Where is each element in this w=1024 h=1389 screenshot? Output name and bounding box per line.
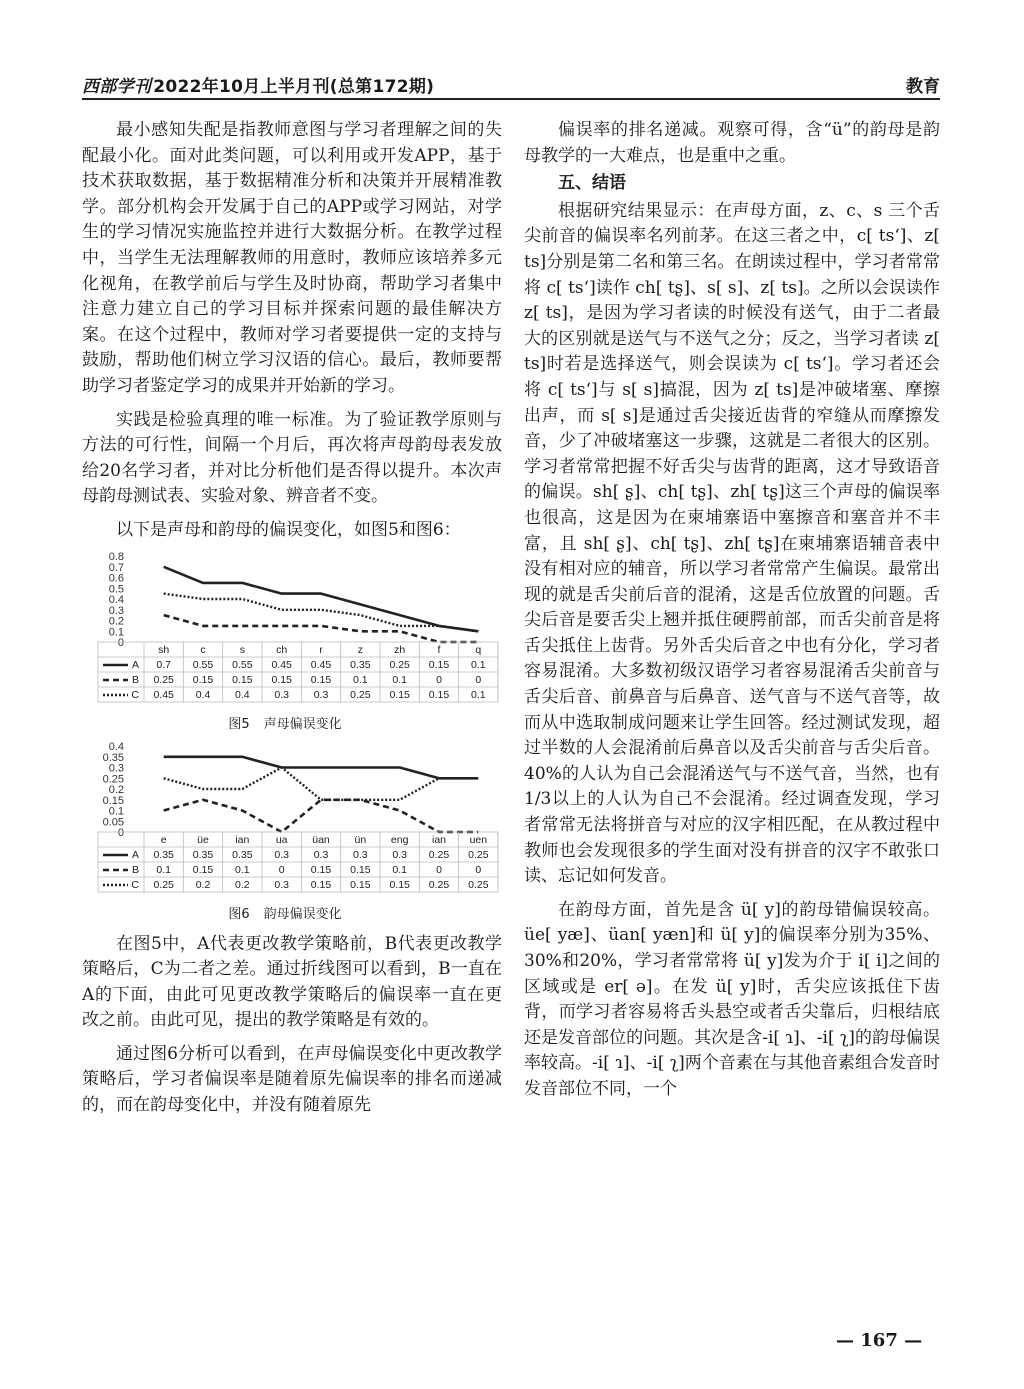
- y-tick-label: 0.1: [108, 625, 124, 638]
- category-label: z: [357, 643, 363, 656]
- figure-title: 韵母偏误变化: [263, 906, 342, 922]
- figure-number: 图5: [228, 716, 250, 732]
- data-label: 0.15: [310, 878, 332, 891]
- data-label: 0.1: [156, 863, 171, 876]
- legend-label: C: [131, 878, 139, 891]
- category-label: eng: [390, 833, 409, 846]
- data-label: 0.15: [389, 688, 410, 701]
- data-label: 0.1: [392, 863, 407, 876]
- data-label: 0.15: [232, 673, 253, 686]
- paragraph: 偏误率的排名递减。观察可得，含“ü”的韵母是韵母教学的一大难点，也是重中之重。: [524, 120, 940, 166]
- y-tick-label: 0.7: [108, 561, 124, 574]
- y-tick-label: 0.05: [102, 815, 124, 828]
- category-label: üan: [312, 833, 330, 846]
- data-label: 0.2: [195, 878, 211, 891]
- paragraph: 实践是检验真理的唯一标准。为了验证教学原则与方法的可行性，间隔一个月后，再次将声母韵母表发放给20名学习者，并对比分析他们是否得以提升。本次声母韵母测试表、实验对象、辨音者不变。: [82, 409, 502, 507]
- left-column: [82, 118, 502, 1119]
- legend-label: A: [131, 658, 139, 671]
- data-label: 0.25: [428, 878, 450, 891]
- data-label: 0.1: [235, 863, 250, 876]
- category-label: ian: [431, 833, 447, 846]
- data-label: 0.15: [389, 878, 410, 891]
- data-label: 0.3: [313, 688, 329, 701]
- data-label: 0.15: [428, 688, 450, 701]
- figure-6: [82, 740, 502, 924]
- y-tick-label: 0.4: [108, 740, 124, 753]
- data-label: 0.15: [310, 863, 332, 876]
- category-label: e: [160, 833, 167, 846]
- data-label: 0.55: [232, 658, 253, 671]
- data-label: 0.35: [153, 848, 174, 861]
- category-label: ian: [235, 833, 250, 846]
- figure-number: 图6: [228, 906, 250, 922]
- data-label: 0.25: [350, 688, 371, 701]
- y-tick-label: 0.35: [102, 751, 124, 764]
- y-tick-label: 0.25: [102, 772, 124, 785]
- data-label: 0: [436, 673, 442, 686]
- data-label: 0.3: [353, 848, 368, 861]
- series-line-C: [164, 593, 479, 631]
- data-label: 0.15: [310, 673, 332, 686]
- figure-5: [82, 550, 502, 734]
- chart-figure-5: [82, 550, 502, 710]
- paragraph: 在图5中，A代表更改教学策略前，B代表更改教学策略后，C为二者之差。通过折线图可以看到，B一直在A的下面，由此可见更改教学策略后的偏误率一直在更改之前。由此可见，提出的教学策略是有效的。: [82, 933, 502, 1031]
- category-label: ua: [275, 833, 288, 846]
- data-label: 0.25: [153, 673, 174, 686]
- data-label: 0.35: [192, 848, 214, 861]
- legend-label: A: [131, 848, 139, 861]
- data-label: 0: [475, 673, 482, 686]
- legend-label: B: [131, 673, 139, 686]
- category-label: ün: [354, 833, 367, 846]
- data-label: 0.25: [389, 658, 410, 671]
- category-label: f: [437, 643, 441, 656]
- series-line-A: [164, 756, 479, 778]
- y-tick-label: 0.15: [102, 794, 124, 807]
- y-tick-label: 0.1: [108, 805, 124, 817]
- data-label: 0.1: [471, 658, 486, 671]
- data-label: 0.15: [428, 658, 450, 671]
- paragraph: 最小感知失配是指教师意图与学习者理解之间的失配最小化。面对此类问题，可以利用或开发APP，基于技术获取数据，基于数据精准分析和决策并开展精准教学。部分机构会开发属于自己的APP或学习网站，对学生的学习情况实施监控并进行大数据分析。在教学过程中，当学生无法理解教师的用意时，教师应该培养多元化视角，在教学前后与学生及时协商，帮助学习者集中注意力建立自己的学习目标并探索问题的最佳解决方案。在这个过程中，教师对学习者要提供一定的支持与鼓励，帮助他们树立学习汉语的信心。最后，教师要帮助学习者鉴定学习的成果并开始新的学习。: [82, 120, 502, 396]
- data-label: 0.3: [392, 848, 407, 861]
- data-label: 0.15: [350, 863, 371, 876]
- data-label: 0.15: [192, 673, 214, 686]
- y-tick-label: 0.8: [108, 550, 124, 563]
- data-label: 0.55: [192, 658, 214, 671]
- y-tick-label: 0.3: [108, 762, 124, 774]
- data-label: 0: [436, 863, 442, 876]
- data-label: 0.35: [232, 848, 253, 861]
- paragraph: 通过图6分析可以看到，在声母偏误变化中更改教学策略后，学习者偏误率是随着原先偏误率的排名而递减的，而在韵母变化中，并没有随着原先: [82, 1043, 502, 1116]
- category-label: q: [475, 643, 482, 656]
- figure-caption: [82, 906, 502, 924]
- paragraph: 根据研究结果显示：在声母方面，z、c、s 三个舌尖前音的偏误率名列前茅。在这三者之中，c[ tsʻ]、z[ ts]分别是第二名和第三名。在朗读过程中，学习者常常将 c[ tsʻ]读作 ch[ tʂ]、s[ s]、z[ ts]。之所以会误读作 z[ ts]，是因为学习者读的时候没有送气，由于二者最大的区别就是送气与不送气之分；反之，当学习者读 z[ ts]时若是选择送气，则会误读为 c[ tsʻ]。学习者还会将 c[ tsʻ]与 s[ s]搞混，因为 z[ ts]是冲破堵塞、摩擦出声，而 s[ s]是通过舌尖接近齿背的窄缝从而摩擦发音，少了冲破堵塞这一步骤，这就是二者很大的区别。学习者常常把握不好舌尖与齿背的距离，这才导致语音的偏误。sh[ ʂ]、ch[ tʂ]、zh[ tʂ]这三个声母的偏误率也很高，这是因为在柬埔寨语中塞擦音和塞音并不丰富，且 sh[ ʂ]、ch[ tʂ]、zh[ tʂ]在柬埔寨语辅音表中没有相对应的辅音，所以学习者常常产生偏误。最常出现的就是舌尖前后音的混淆，这是舌位放置的问题。舌尖后音是要舌尖上翘并抵住硬腭前部，而舌尖前音是将舌尖抵住上齿背。另外舌尖后音之中也有分化，学习者容易混淆。大多数初级汉语学习者容易混淆舌尖前音与舌尖后音、前鼻音与后鼻音、送气音与不送气音等，故而从中选取制成问题来让学生回答。经过测试发现，超过半数的人会混淆前后鼻音以及舌尖前音与舌尖后音。40%的人认为自己会混淆送气与不送气音，当然，也有1/3以上的人认为自己不会混淆。经过调查发现，学习者常常无法将拼音与对应的汉字相匹配，在从教过程中教师也会发现很多的学生面对没有拼音的汉字不敢张口读、忘记如何发音。: [524, 200, 940, 887]
- data-label: 0.4: [235, 688, 250, 701]
- right-column: [524, 118, 940, 1103]
- data-label: 0.25: [468, 878, 489, 891]
- data-label: 0.15: [350, 878, 371, 891]
- data-label: 0.45: [153, 688, 174, 701]
- y-tick-label: 0.2: [108, 783, 124, 796]
- category-label: üe: [197, 833, 209, 846]
- legend-label: C: [131, 688, 139, 701]
- data-label: 0: [278, 863, 285, 876]
- legend-label: B: [131, 863, 139, 876]
- journal-logo: 西部学刊: [82, 77, 152, 97]
- data-label: 0.45: [310, 658, 332, 671]
- category-label: sh: [158, 643, 170, 656]
- category-label: uen: [469, 833, 488, 846]
- section-heading: 五、结语: [558, 173, 626, 194]
- series-line-C: [164, 767, 479, 799]
- y-tick-label: 0.5: [108, 582, 124, 595]
- section-label: 教育: [906, 77, 940, 97]
- data-label: 0.25: [428, 848, 450, 861]
- series-line-B: [164, 799, 479, 831]
- data-label: 0.1: [471, 688, 486, 701]
- y-tick-label: 0: [117, 636, 124, 649]
- data-label: 0.3: [274, 848, 289, 861]
- journal-title: [82, 72, 434, 97]
- paragraph: 以下是声母和韵母的偏误变化，如图5和图6：: [116, 519, 461, 540]
- data-label: 0.2: [235, 878, 250, 891]
- data-label: 0.4: [195, 688, 211, 701]
- data-label: 0.1: [353, 673, 368, 686]
- data-label: 0.15: [192, 863, 214, 876]
- paragraph: 在韵母方面，首先是含 ü[ y]的韵母错偏误较高。üe[ yæ]、üan[ yæn]和 ü[ y]的偏误率分别为35%、30%和20%，学习者常常将 ü[ y]发为介于 i[ i]之间的区域或是 er[ ə]。在发 ü[ y]时，舌尖应该抵住下齿背，而学习者容易将舌头悬空或者舌尖靠后，归根结底还是发音部位的问题。其次是含-i[ ɿ]、-i[ ʅ]的韵母偏误率较高。-i[ ɿ]、-i[ ʅ]两个音素在与其他音素组合发音时发音部位不同，一个: [524, 899, 940, 1099]
- y-tick-label: 0.6: [108, 572, 124, 584]
- data-label: 0.3: [313, 848, 329, 861]
- category-label: c: [200, 643, 206, 656]
- data-label: 0.45: [271, 658, 292, 671]
- data-label: 0.25: [468, 848, 489, 861]
- figure-caption: [82, 716, 502, 734]
- series-line-A: [164, 566, 479, 631]
- series-line-B: [164, 615, 479, 642]
- data-label: 0: [475, 863, 482, 876]
- category-label: s: [239, 643, 245, 656]
- data-label: 0.3: [274, 688, 289, 701]
- y-tick-label: 0.3: [108, 604, 124, 617]
- page-header: [82, 70, 940, 100]
- category-label: r: [319, 643, 323, 656]
- category-label: zh: [394, 643, 406, 656]
- y-tick-label: 0.2: [108, 615, 124, 627]
- y-tick-label: 0.4: [108, 593, 124, 606]
- figure-title: 声母偏误变化: [263, 716, 342, 732]
- journal-issue: 2022年10月上半月刊(总第172期): [153, 77, 435, 97]
- page-number: — 167 —: [836, 1330, 923, 1351]
- data-label: 0.3: [274, 878, 289, 891]
- chart-figure-6: [82, 740, 502, 900]
- y-tick-label: 0: [117, 826, 124, 839]
- data-label: 0.25: [153, 878, 174, 891]
- category-label: ch: [276, 643, 288, 656]
- data-label: 0.7: [156, 658, 171, 671]
- data-label: 0.15: [271, 673, 292, 686]
- data-label: 0.1: [392, 673, 407, 686]
- data-label: 0.35: [350, 658, 371, 671]
